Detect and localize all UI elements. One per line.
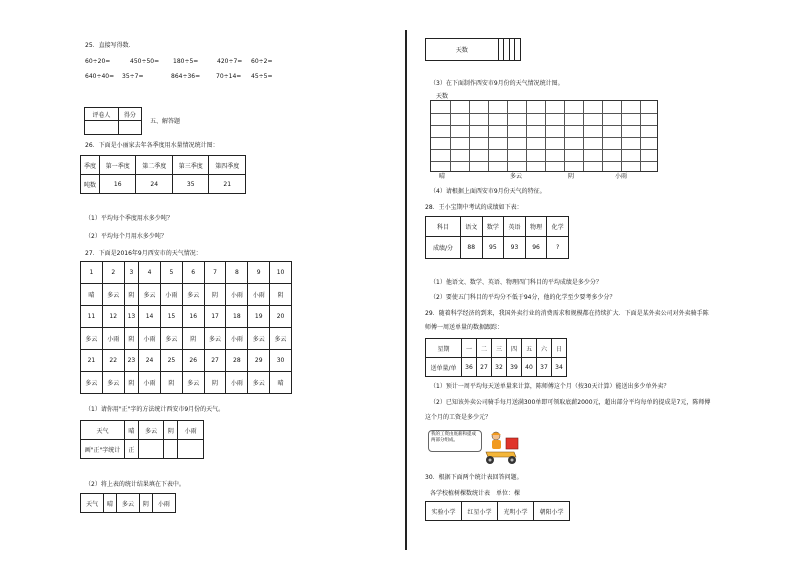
q29-table	[425, 338, 567, 377]
calc-item: 45÷5=	[251, 73, 273, 80]
q28-header: 科目	[426, 217, 461, 237]
tally-header: 小雨	[178, 421, 204, 440]
chart-gridline	[469, 101, 470, 171]
q28-header: 数学	[482, 217, 504, 237]
section-title: 五、解答题	[150, 118, 181, 125]
weather-cell: 阴	[204, 284, 226, 306]
q27-weather-grid	[80, 261, 292, 394]
q28-value: 95	[482, 237, 504, 259]
chart-gridline	[507, 101, 508, 171]
q29-value: 37	[537, 358, 552, 377]
q29-sub1: （1）预计一周平均每天送单量来计算，陈师傅这个月（按30天计算）能送出多少单外卖？	[430, 383, 670, 390]
weather-cell: 多云	[102, 284, 124, 306]
q28-value: 96	[525, 237, 547, 259]
chart-gridline	[431, 113, 657, 114]
blank-chart-grid[interactable]	[430, 100, 658, 172]
result-header: 多云	[116, 494, 139, 513]
weather-cell: 小雨	[226, 372, 248, 394]
weather-day: 8	[226, 262, 248, 284]
q28-header: 英语	[504, 217, 526, 237]
chart-xlabels	[430, 173, 658, 181]
q26-value: 21	[209, 175, 246, 194]
q28-header: 物理	[525, 217, 547, 237]
calc-item: 60÷2=	[251, 58, 273, 65]
q27-sub1: （1）请你用"正"字的方法统计西安市9月份的天气。	[85, 406, 225, 413]
q29-header: 一	[462, 339, 477, 358]
tally-cell[interactable]	[164, 440, 178, 459]
weather-cell: 小雨	[226, 328, 248, 350]
calc-item: 640÷40=	[85, 73, 115, 80]
weather-day: 1	[81, 262, 103, 284]
weather-cell: 多云	[102, 372, 124, 394]
weather-cell: 阴	[204, 372, 226, 394]
chart-gridline	[488, 101, 489, 171]
tally-row-label: 画"正"字统计	[81, 440, 125, 459]
score-box-cell[interactable]	[85, 121, 119, 135]
weather-cell: 阴	[160, 372, 182, 394]
q28-header: 化学	[547, 217, 569, 237]
q26-header: 季度	[81, 156, 100, 175]
q26-header: 第一季度	[99, 156, 136, 175]
chart-gridline	[583, 101, 584, 171]
chart-gridline	[602, 101, 603, 171]
q29-value: 32	[492, 358, 507, 377]
weather-day: 5	[160, 262, 182, 284]
weather-day: 11	[81, 306, 103, 328]
weather-cell: 阴	[124, 284, 138, 306]
weather-cell: 多云	[248, 328, 270, 350]
weather-day: 6	[182, 262, 204, 284]
q26-value: 35	[172, 175, 209, 194]
weather-cell: 多云	[248, 372, 270, 394]
weather-cell: 多云	[182, 284, 204, 306]
weather-day: 12	[102, 306, 124, 328]
q29-value: 40	[522, 358, 537, 377]
score-box-reviewer: 评卷人	[85, 108, 119, 121]
weather-cell: 小雨	[160, 284, 182, 306]
q30-header: 红星小学	[462, 502, 498, 521]
result-header: 天气	[81, 494, 104, 513]
chart-gridline	[431, 149, 657, 150]
q28-value: ?	[547, 237, 569, 259]
weather-day: 9	[248, 262, 270, 284]
weather-cell: 多云	[160, 328, 182, 350]
weather-cell: 小雨	[226, 284, 248, 306]
q29-title: 29．随着科学经济的到来，我国外卖行业的消费需求和规模都在持续扩大．下面是某外卖公司对外卖骑手陈	[425, 310, 709, 317]
result-header: 阴	[140, 494, 153, 513]
weather-day: 24	[139, 350, 161, 372]
weather-day: 23	[124, 350, 138, 372]
weather-day: 26	[182, 350, 204, 372]
calc-item: 420÷7=	[217, 58, 243, 65]
weather-day: 19	[248, 306, 270, 328]
weather-day: 29	[248, 350, 270, 372]
weather-day: 21	[81, 350, 103, 372]
q29-header: 四	[507, 339, 522, 358]
weather-cell: 多云	[81, 328, 103, 350]
days-label: 天数	[426, 39, 499, 61]
q29-sub2: （2）已知该外卖公司骑手每月送满300单即可领取底薪2000元，超出部分平均每单的提成是7元，陈师傅	[430, 399, 711, 406]
q27-tally-table	[80, 420, 204, 459]
calc-item: 70÷14=	[216, 73, 242, 80]
weather-day: 25	[160, 350, 182, 372]
chart-gridline	[450, 101, 451, 171]
weather-day: 18	[226, 306, 248, 328]
chart-gridline	[545, 101, 546, 171]
score-box	[84, 107, 142, 135]
weather-day: 20	[270, 306, 292, 328]
days-table	[425, 38, 521, 61]
q26-row-label: 吨数	[81, 175, 100, 194]
score-box-cell[interactable]	[118, 121, 141, 135]
q28-title: 28．王小宝期中考试的成绩如下表：	[425, 204, 523, 211]
chart-gridline	[431, 125, 657, 126]
q28-sub1: （1）他语文、数学、英语、物理四门科目的平均成绩是多少分？	[430, 279, 602, 286]
result-header: 晴	[104, 494, 117, 513]
q27-sub4: （4）请根据上面西安市9月份天气的特征。	[430, 188, 546, 195]
score-box-score: 得分	[118, 108, 141, 121]
weather-cell: 小雨	[102, 328, 124, 350]
q29-header: 日	[552, 339, 567, 358]
q29-header: 二	[477, 339, 492, 358]
q29-value: 39	[507, 358, 522, 377]
q29-value: 34	[552, 358, 567, 377]
weather-day: 2	[102, 262, 124, 284]
q29-header: 五	[522, 339, 537, 358]
column-divider	[405, 30, 407, 550]
q27-sub2: （2）将上表的统计结果填在下表中。	[85, 481, 185, 488]
chart-gridline	[431, 137, 657, 138]
chart-gridline	[621, 101, 622, 171]
q28-sub2: （2）要使五门科目的平均分不低于94分，他的化学至少要考多少分？	[430, 294, 616, 301]
q29-value: 36	[462, 358, 477, 377]
weather-cell: 晴	[270, 372, 292, 394]
q27-title: 27．下面是2016年9月西安市的天气情况：	[85, 250, 202, 257]
q30-header: 实验小学	[426, 502, 462, 521]
weather-cell: 多云	[182, 372, 204, 394]
q28-row-label: 成绩/分	[426, 237, 461, 259]
q30-header: 朝阳小学	[534, 502, 570, 521]
q28-table	[425, 216, 569, 259]
q26-title: 26．下面是小丽家去年各季度用水量情况统计图：	[85, 142, 219, 149]
q29-sub2-cont: 这个月的工资是多少元？	[425, 414, 492, 421]
result-header: 小雨	[152, 494, 175, 513]
q26-sub2: （2）平均每个月用水多少吨？	[85, 233, 167, 240]
speech-bubble	[428, 430, 482, 452]
chart-xlabel: 阴	[568, 173, 575, 180]
weather-day: 4	[139, 262, 161, 284]
weather-cell: 多云	[139, 284, 161, 306]
q26-table	[80, 155, 246, 194]
weather-day: 28	[226, 350, 248, 372]
chart-xlabel: 多云	[510, 173, 523, 180]
weather-day: 13	[124, 306, 138, 328]
q30-header: 光明小学	[498, 502, 534, 521]
calc-item: 864÷36=	[171, 73, 201, 80]
weather-cell: 小雨	[248, 284, 270, 306]
tally-cell[interactable]	[178, 440, 204, 459]
q29-title-cont: 师傅一周送单量的数据跟踪：	[425, 324, 504, 331]
chart-gridline	[564, 101, 565, 171]
weather-day: 10	[270, 262, 292, 284]
q29-value: 27	[477, 358, 492, 377]
days-cell[interactable]	[515, 39, 521, 61]
q30-title: 30．根据下面两个统计表回答问题。	[425, 474, 523, 481]
weather-cell: 阴	[270, 284, 292, 306]
chart-ylabel: 天数	[436, 93, 449, 100]
q26-sub1: （1）平均每个季度用水多少吨？	[85, 215, 173, 222]
chart-gridline	[640, 101, 641, 171]
weather-day: 22	[102, 350, 124, 372]
q29-row-label: 送单量/单	[426, 358, 462, 377]
calc-item: 180÷5=	[173, 58, 199, 65]
weather-day: 3	[124, 262, 138, 284]
weather-day: 27	[204, 350, 226, 372]
weather-cell: 阴	[124, 372, 138, 394]
chart-xlabel: 小雨	[615, 173, 628, 180]
weather-cell: 小雨	[139, 372, 161, 394]
weather-cell: 阴	[182, 328, 204, 350]
tally-header: 天气	[81, 421, 125, 440]
q25-title: 25．直接写得数．	[85, 42, 135, 49]
q29-header: 六	[537, 339, 552, 358]
weather-cell: 小雨	[139, 328, 161, 350]
q29-header: 三	[492, 339, 507, 358]
weather-day: 17	[204, 306, 226, 328]
speech-bubble-text: 我的工资由底薪和提成两部分组成。	[431, 432, 476, 443]
weather-day: 14	[139, 306, 161, 328]
weather-day: 15	[160, 306, 182, 328]
weather-cell: 多云	[204, 328, 226, 350]
tally-header: 阴	[164, 421, 178, 440]
q26-value: 24	[136, 175, 173, 194]
weather-day: 30	[270, 350, 292, 372]
tally-cell[interactable]: 正	[125, 440, 139, 459]
q26-header: 第四季度	[209, 156, 246, 175]
weather-cell: 多云	[270, 328, 292, 350]
q26-header: 第二季度	[136, 156, 173, 175]
q26-value: 16	[99, 175, 136, 194]
weather-cell: 晴	[81, 284, 103, 306]
weather-day: 7	[204, 262, 226, 284]
tally-header: 多云	[138, 421, 164, 440]
calc-item: 60÷20=	[85, 58, 111, 65]
q27-result-table	[80, 493, 176, 513]
q28-value: 93	[504, 237, 526, 259]
tally-header: 晴	[125, 421, 139, 440]
q28-header: 语文	[460, 217, 482, 237]
chart-gridline	[526, 101, 527, 171]
q29-header: 星期	[426, 339, 462, 358]
q25-row2	[85, 73, 375, 81]
weather-cell: 阴	[124, 328, 138, 350]
chart-xlabel: 晴	[439, 173, 446, 180]
tally-cell[interactable]	[138, 440, 164, 459]
weather-cell: 多云	[81, 372, 103, 394]
q25-row1	[85, 58, 375, 66]
q28-value: 88	[460, 237, 482, 259]
delivery-scooter-icon	[480, 430, 522, 466]
weather-day: 16	[182, 306, 204, 328]
calc-item: 35÷7=	[122, 73, 144, 80]
calc-item: 450÷50=	[130, 58, 160, 65]
q26-header: 第三季度	[172, 156, 209, 175]
chart-gridline	[431, 161, 657, 162]
q27-sub3: （3）在下面制作西安市9月份的天气情况统计图。	[430, 80, 564, 87]
q30-table	[425, 501, 570, 521]
q30-subtitle: 各学校植树棵数统计表 单位：棵	[430, 490, 521, 497]
